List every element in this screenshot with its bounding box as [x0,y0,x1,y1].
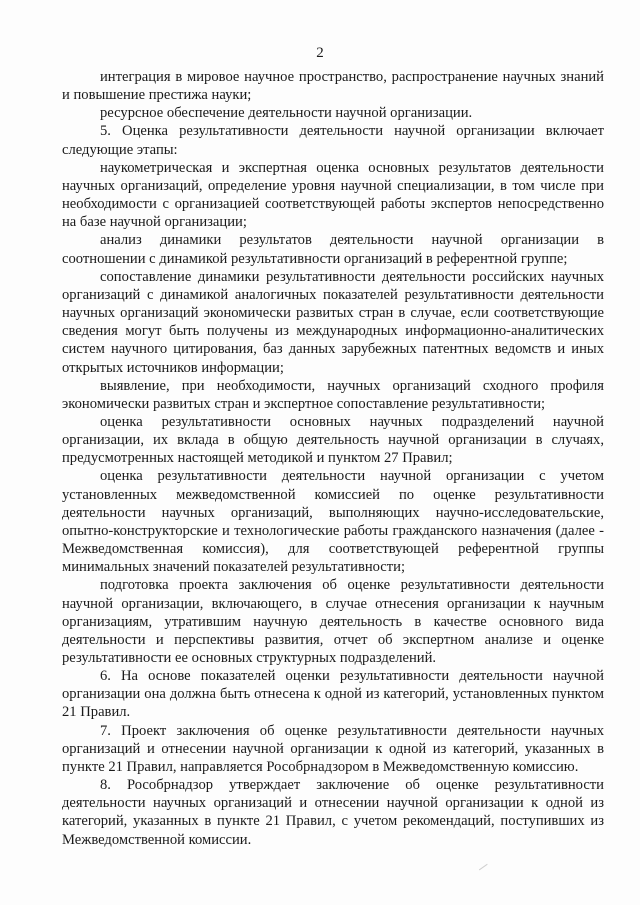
paragraph-item-7: 7. Проект заключения об оценке результативности деятельности научных организаций и отнесении научной организации к одной из категорий, указанных в пункте 21 Правил, направляется Рособрнадзором в Межведомственную комиссию. [62,722,604,775]
paragraph-item-8: 8. Рособрнадзор утверждает заключение об оценке результативности деятельности научных организаций и отнесении научной организации к одной из категорий, указанных в пункте 21 Правил, с учетом рекомендаций, поступивших из Межведомственной комиссии. [62,777,604,848]
paragraph-identification: выявление, при необходимости, научных организаций сходного профиля экономически развитых стран и экспертное сопоставление результативности; [62,377,604,412]
paragraph-item-6: 6. На основе показателей оценки результативности деятельности научной организации она должна быть отнесена к одной из категорий, установленных пунктом 21 Правил. [62,668,604,721]
scan-artifact [479,864,491,875]
paragraph-integration: интеграция в мировое научное пространство, распространение научных знаний и повышение престижа науки; [62,69,604,104]
paragraph-dynamics-analysis: анализ динамики результатов деятельности научной организации в соотношении с динамикой результативности организаций в референтной группе; [62,232,604,267]
paragraph-minimum-values: оценка результативности деятельности научной организации с учетом установленных межведомственной комиссией по оценке результативности деятельности научных организаций, выполняющих научно-исследовательские, опытно-конструкторские и технологические работы гражданского назначения (далее - Межведомственная комиссия), для соответствующей референтной группы минимальных значений показателей результативности; [62,468,604,576]
paragraph-scientometric-assessment: наукометрическая и экспертная оценка основных результатов деятельности научных организаций, определение уровня научной специализации, в том числе при необходимости с организацией соответствующей работы экспертов непосредственно на базе научной организации; [62,159,604,231]
paragraph-subdivision-assessment: оценка результативности основных научных подразделений научной организации, их вклада в общую деятельность научной организации в случаях, предусмотренных настоящей методикой и пунктом 27 Правил; [62,413,604,467]
paragraph-comparison: сопоставление динамики результативности деятельности российских научных организаций с динамикой аналогичных показателей результативности деятельности научных организаций экономически развитых стран в случае, если соответствующие сведения могут быть получены из международных информационно-аналитических систем научного цитирования, баз данных зарубежных патентных ведомств и иных открытых источников информации; [62,268,604,376]
document-body [62,68,604,849]
paragraph-item-5: 5. Оценка результативности деятельности научной организации включает следующие этапы: [62,123,604,158]
paragraph-resource-support: ресурсное обеспечение деятельности научной организации. [100,105,473,122]
page-number: 2 [316,45,324,61]
paragraph-draft-conclusion: подготовка проекта заключения об оценке результативности деятельности научной организации, включающего, в случае отнесения организации к научным организациям, утратившим научную деятельность в качестве основного вида деятельности и перспективы развития, отчет об экспертном анализе и оценке результативности ее основных структурных подразделений. [62,577,604,666]
